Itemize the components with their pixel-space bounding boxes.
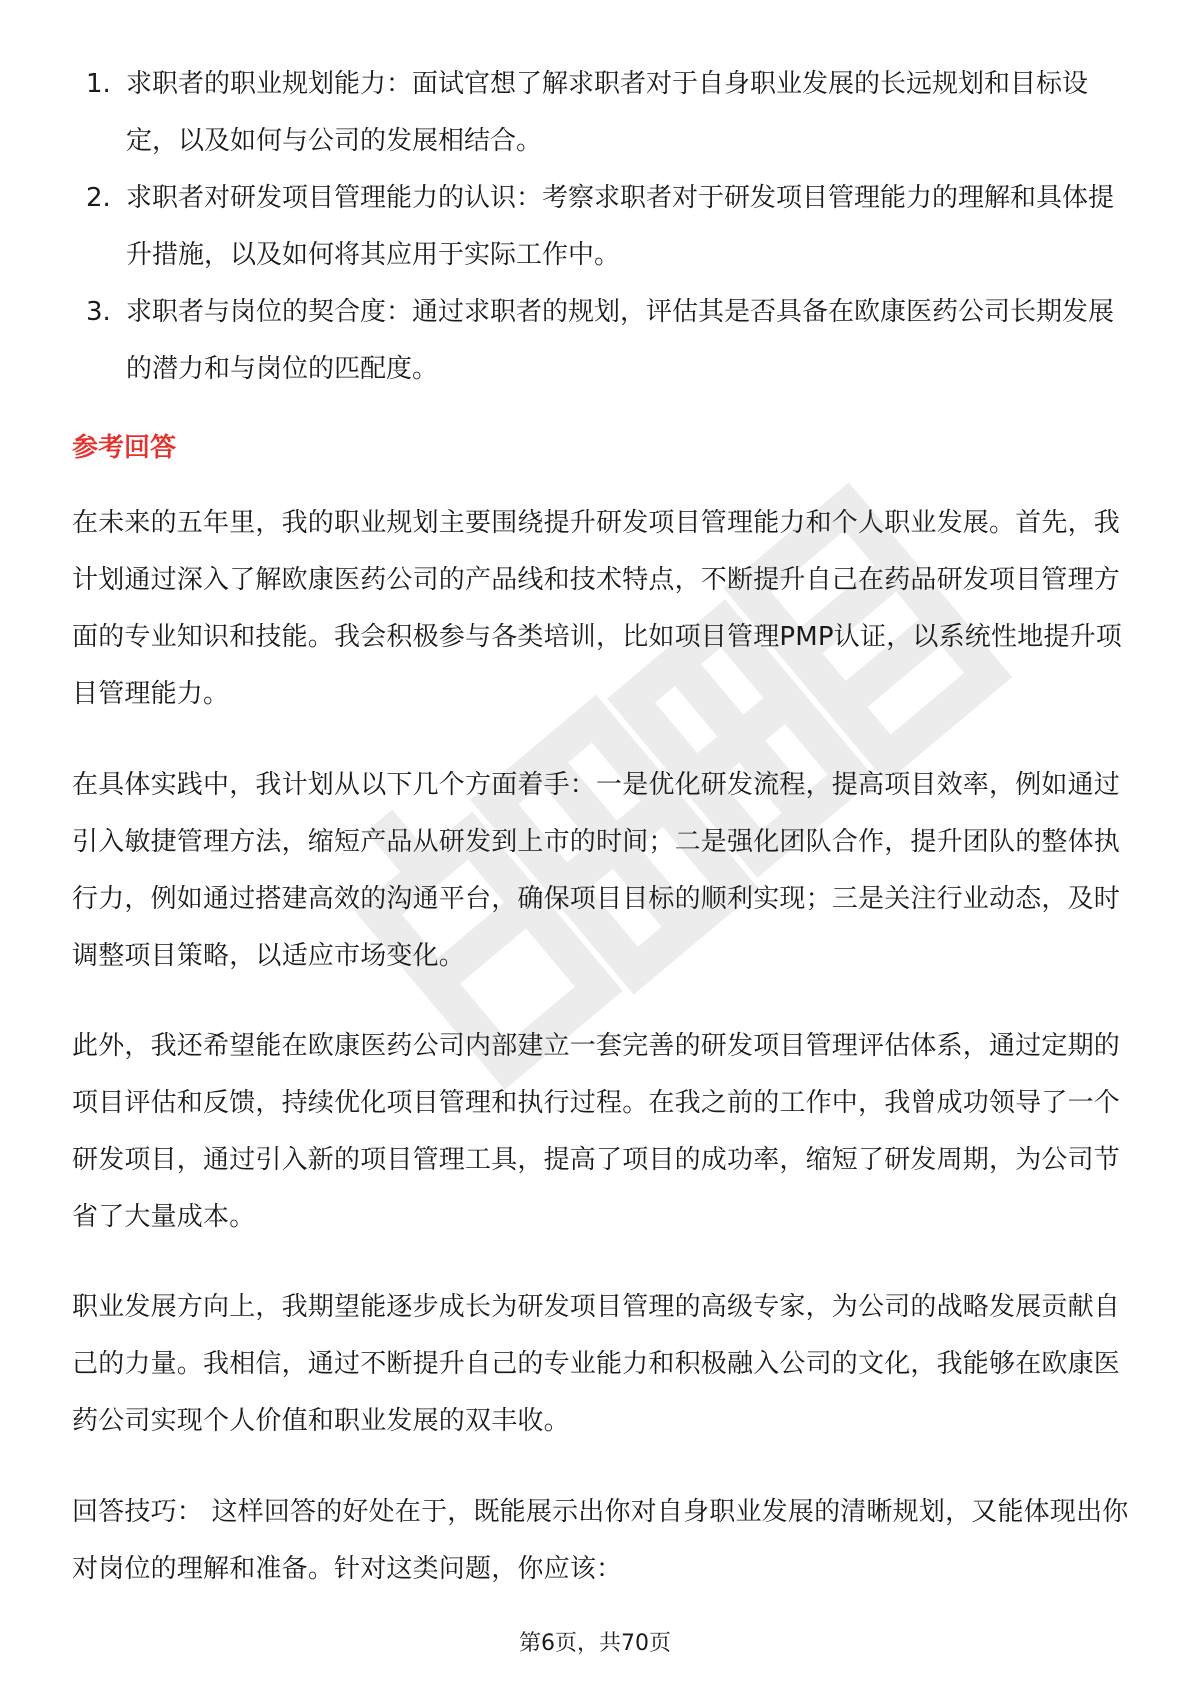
list-item-number: 3.: [86, 297, 111, 327]
answer-paragraph-2: 在具体实践中，我计划从以下几个方面着手：一是优化研发流程，提高项目效率，例如通过引入敏捷管理方法，缩短产品从研发到上市的时间；二是强化团队合作，提升团队的整体执行力，例如通过搭建高效的沟通平台，确保项目目标的顺利实现；三是关注行业动态，及时调整项目策略，以适应市场变化。: [72, 770, 1121, 971]
answer-paragraph-4: 职业发展方向上，我期望能逐步成长为研发项目管理的高级专家，为公司的战略发展贡献自己的力量。我相信，通过不断提升自己的专业能力和积极融入公司的文化，我能够在欧康医药公司实现个人价值和职业发展的双丰收。: [72, 1292, 1121, 1436]
reference-answer-heading: 参考回答: [72, 433, 177, 463]
answer-tips-paragraph: 回答技巧： 这样回答的好处在于，既能展示出你对自身职业发展的清晰规划，又能体现出你对岗位的理解和准备。针对这类问题，你应该：: [72, 1497, 1129, 1584]
list-item-text: 求职者的职业规划能力：面试官想了解求职者对于自身职业发展的长远规划和目标设定，以及如何与公司的发展相结合。: [126, 69, 1089, 156]
list-item-text: 求职者与岗位的契合度：通过求职者的规划，评估其是否具备在欧康医药公司长期发展的潜力和与岗位的匹配度。: [126, 297, 1115, 384]
list-item: [70, 284, 1130, 398]
evaluation-points-list: [70, 56, 1130, 398]
answer-paragraph-1: 在未来的五年里，我的职业规划主要围绕提升研发项目管理能力和个人职业发展。首先，我计划通过深入了解欧康医药公司的产品线和技术特点，不断提升自己在药品研发项目管理方面的专业知识和技能。我会积极参与各类培训，比如项目管理PMP认证，以系统性地提升项目管理能力。: [72, 508, 1122, 709]
list-item-number: 2.: [86, 183, 111, 213]
page-number-footer: 第6页，共70页: [519, 1631, 671, 1656]
answer-paragraph-3: 此外，我还希望能在欧康医药公司内部建立一套完善的研发项目管理评估体系，通过定期的项目评估和反馈，持续优化项目管理和执行过程。在我之前的工作中，我曾成功领导了一个研发项目，通过引入新的项目管理工具，提高了项目的成功率，缩短了研发周期，为公司节省了大量成本。: [72, 1031, 1121, 1232]
list-item-number: 1.: [86, 69, 111, 99]
list-item: [70, 170, 1130, 284]
list-item: [70, 56, 1130, 170]
list-item-text: 求职者对研发项目管理能力的认识：考察求职者对于研发项目管理能力的理解和具体提升措施，以及如何将其应用于实际工作中。: [126, 183, 1115, 270]
